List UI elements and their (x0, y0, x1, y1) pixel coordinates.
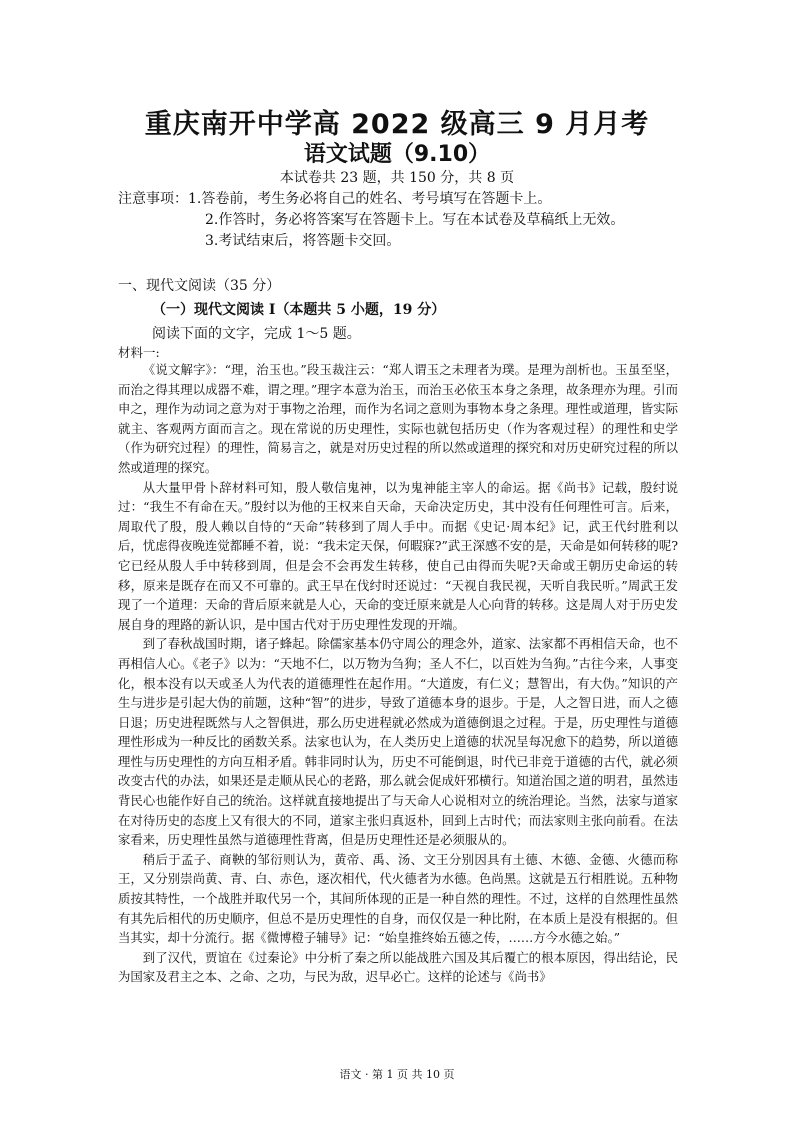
notice-label: 注意事项： (118, 191, 188, 207)
section-heading: 一、现代文阅读（35 分） (118, 278, 281, 294)
page-footer: 语文 · 第 1 页 共 10 页 (339, 1068, 455, 1081)
passage-paragraph: 到了汉代，贾谊在《过秦论》中分析了秦之所以能战胜六国及其后覆亡的根本原因，得出结论，民为国家及君主之本、之命、之功，与民为敌，迟早必亡。这样的论述与《尚书》 (118, 949, 678, 985)
reading-instruction: 阅读下面的文字，完成 1～5 题。 (152, 326, 361, 342)
passage-paragraph: 从大量甲骨卜辞材料可知，殷人敬信鬼神，以为鬼神能主宰人的命运。据《尚书》记载，殷纣说过：“我生不有命在天。”殷纣以为他的王权来自天命，天命决定历史，其中没有任何理性可言。后来，周取代了殷，殷人赖以自恃的“天命”转移到了周人手中。而据《史记·周本纪》记，武王代纣胜利以后，忧虑得夜晚连觉都睡不着，说：“我未定天保，何暇寐?”武王深感不安的是，天命是如何转移的呢?它已经从殷人手中转移到周，但是会不会再发生转移，使自己由得而失呢?天命或王朝历史命运的转移，原来是既存在而又不可靠的。武王早在伐纣时还说过：“天视自我民视，天听自我民听。”周武王发现了一个道理：天命的背后原来就是人心，天命的变迁原来就是人心向背的转移。这是周人对于历史发展自身的理路的新认识，是中国古代对于历史理性发现的开端。 (118, 479, 678, 632)
exam-meta: 本试卷共 23 题，共 150 分，共 8 页 (279, 170, 515, 186)
passage-paragraph: 到了春秋战国时期，诸子蜂起。除儒家基本仍守周公的理念外，道家、法家都不再相信天命，也不再相信人心。《老子》以为：“天地不仁，以万物为刍狗；圣人不仁，以百姓为刍狗。”古往今来，人事变化，根本没有以天或圣人为代表的道德理性在起作用。“大道废，有仁义；慧智出，有大伪。”知识的产生与进步是引起大伪的前题，这种“智”的进步，导致了道德本身的退步。于是，人之智日进，而人之德日退；历史进程既然与人之智俱进，那么历史进程就必然成为道德倒退之过程。于是，历史理性与道德理性形成为一种反比的函数关系。法家也认为，在人类历史上道德的状况呈每况愈下的趋势，所以道德理性与历史理性的方向互相矛盾。韩非同时认为，历史不可能倒退，时代已非竞于道德的古代，就必须改变古代的办法，如果还是走顺从民心的老路，那么就会促成奸邪横行。知道治国之道的明君，虽然违背民心也能作好自己的统治。这样就直接地提出了与天命人心说相对立的统治理论。当然，法家与道家在对待历史的态度上又有很大的不同，道家主张归真返朴，回到上古时代；而法家则主张向前看。在法家看来，历史理性虽然与道德理性背离，但是历史理性还是必须服从的。 (118, 636, 678, 848)
passage-paragraph: 《说文解字》：“理，治玉也。”段玉裁注云：“郑人谓玉之未理者为璞。是理为剖析也。玉虽至坚，而治之得其理以成器不难，谓之理。”理字本意为治玉，而治玉必依玉本身之条理，故条理亦为理。引而申之，理作为动词之意为对于事物之治理，而作为名词之意则为事物本身之条理。理性或道理，皆实际就主、客观两方面而言之。现在常说的历史理性，实际也就包括历史（作为客观过程）的理性和史学（作为研究过程）的理性，简易言之，就是对历史过程的所以然或道理的探究和对历史研究过程的所以然或道理的探究。 (118, 362, 678, 475)
material-label: 材料一: (118, 345, 160, 360)
exam-title: 重庆南开中学高 2022 级高三 9 月月考 (144, 109, 650, 140)
passage-paragraph: 稍后于孟子、商鞅的邹衍则认为，黄帝、禹、汤、文王分别因具有土德、木德、金德、火德而称王，又分别崇尚黄、青、白、赤色，逐次相代，代火德者为水德。色尚黑。这就是五行相胜说。五种物质按其特性，一个战胜并取代另一个，其间所体现的正是一种自然的理性。不过，这样的自然理性虽然有其先后相代的历史顺序，但总不是历史理性的自身，而仅仅是一种比附，在本质上是没有根据的。但当其实，却十分流行。据《微博橙子辅导》记：“始皇推终始五德之传，……方今水德之始。” (118, 851, 678, 946)
exam-subtitle: 语文试题（9.10） (303, 142, 491, 167)
notice-item: 2.作答时，务必将答案写在答题卡上。写在本试卷及草稿纸上无效。 (205, 212, 625, 228)
reading-passage (118, 360, 678, 987)
subsection-heading: （一）现代文阅读 I（本题共 5 小题，19 分） (152, 302, 446, 318)
notice-item: 3.考试结束后，将答题卡交回。 (205, 233, 401, 249)
notice-item: 1.答卷前，考生务必将自己的姓名、考号填写在答题卡上。 (188, 191, 552, 207)
